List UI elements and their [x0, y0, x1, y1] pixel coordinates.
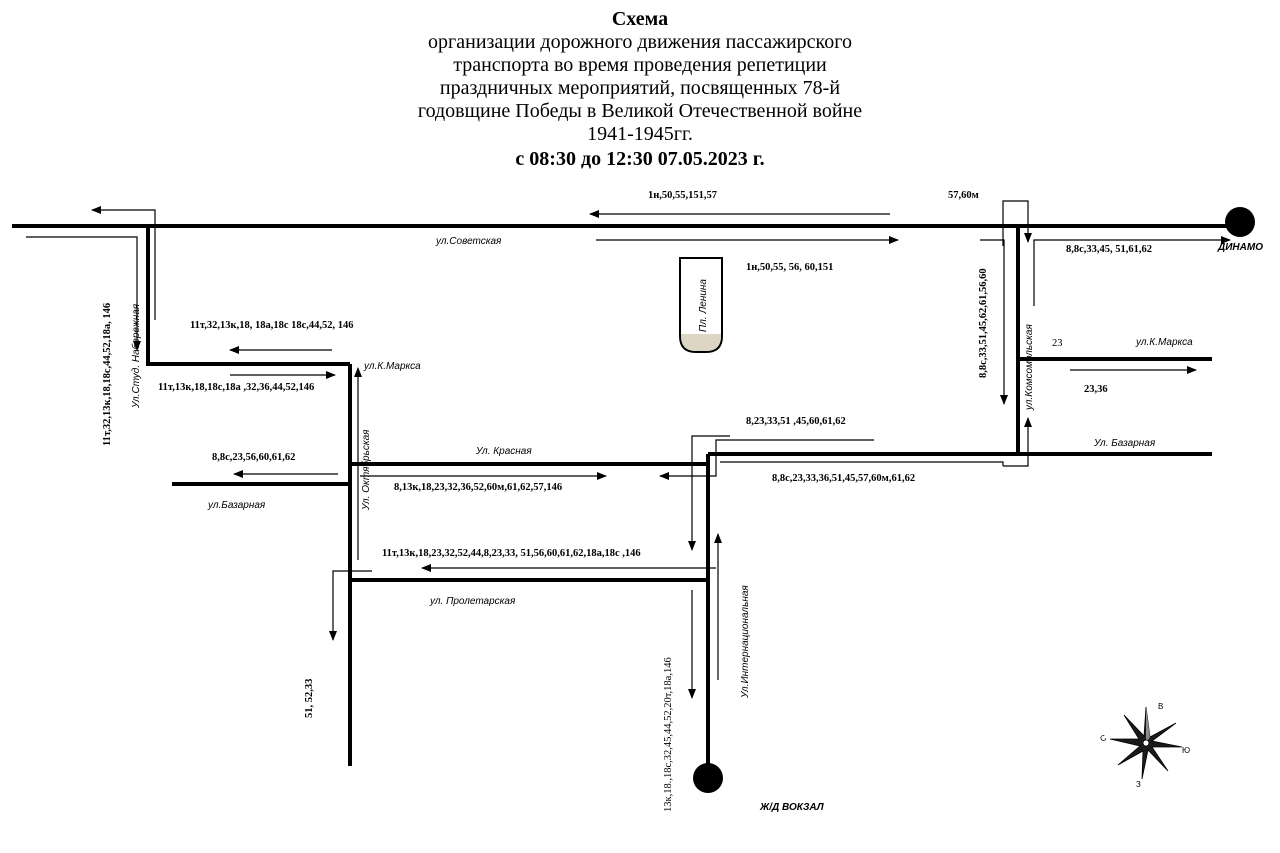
- title-line-2: транспорта во время проведения репетиции: [453, 54, 827, 76]
- title-line-3: праздничных мероприятий, посвященных 78-й: [439, 77, 841, 99]
- route-oktyabrskaya-south: 51, 52,33: [304, 678, 315, 718]
- street-krasnaya: Ул. Красная: [476, 446, 532, 457]
- title-line-4: годовщине Победы в Великой Отечественной войне: [417, 100, 863, 122]
- street-k-marksa-right: ул.К.Маркса: [1136, 337, 1193, 348]
- stop-label-vokzal: Ж/Д ВОКЗАЛ: [760, 802, 824, 813]
- street-komsomolskaya: ул.Комсомольская: [1024, 324, 1035, 410]
- route-k-marksa-left-east: 11т,13к,18,18с,18а ,32,36,44,52,146: [158, 382, 315, 393]
- route-komsomolskaya-top: 57,60м: [948, 190, 979, 201]
- street-proletarskaya: ул. Пролетарская: [430, 596, 516, 607]
- compass-north: С: [1098, 733, 1109, 744]
- compass-east: В: [1158, 702, 1164, 711]
- street-stud-naberezhnaya: Ул.Студ. Набережная: [131, 303, 142, 408]
- compass-west: З: [1136, 780, 1141, 789]
- arrow-bazarnaya-right-east: [720, 462, 1003, 466]
- route-krasnaya-west: 8,8с,23,56,60,61,62: [212, 452, 296, 463]
- street-k-marksa-left: ул.К.Маркса: [364, 361, 421, 372]
- route-arrows: [26, 201, 1230, 698]
- compass-rose: [1099, 702, 1191, 789]
- route-stud-nab-down: 11т,32,13к,18,18с,44,52,18а, 146: [102, 302, 113, 446]
- route-krasnaya-east: 8,13к,18,23,32,36,52,60м,61,62,57,146: [394, 482, 563, 493]
- title-line-1: организации дорожного движения пассажирского: [428, 31, 852, 53]
- compass-center: [1143, 740, 1149, 746]
- arrow-nw-entry: [26, 237, 137, 350]
- route-bazarnaya-right-east: 8,8с,23,33,36,51,45,57,60м,61,62: [772, 473, 916, 484]
- road-stud-naberezhnaya: [148, 226, 350, 364]
- street-ploshchad-lenina: Пл. Ленина: [698, 279, 709, 332]
- stop-dinamo: [1225, 207, 1255, 237]
- street-oktyabrskaya: Ул. Октябрьская: [361, 429, 372, 510]
- route-dinamo-east: 8,8с,33,45, 51,61,62: [1066, 244, 1153, 255]
- route-k-marksa-left-west: 11т,32,13к,18, 18а,18с 18с,44,52, 146: [190, 320, 354, 331]
- scheme-heading: Схема: [611, 8, 669, 30]
- route-sovetskaya-east: 1н,50,55, 56, 60,151: [746, 262, 834, 273]
- route-sovetskaya-west: 1н,50,55,151,57: [648, 190, 718, 201]
- time-range: с 08:30 до 12:30 07.05.2023 г.: [515, 148, 765, 170]
- stop-vokzal: [693, 763, 723, 793]
- title-line-5: 1941-1945гг.: [587, 123, 693, 145]
- route-k-marksa-right-east: 23,36: [1084, 384, 1108, 395]
- street-bazarnaya-left: ул.Базарная: [208, 500, 266, 511]
- route-proletarskaya-west: 11т,13к,18,23,32,52,44,8,23,33, 51,56,60,61,62,18а,18с ,146: [382, 548, 641, 559]
- route-vokzal-north: 13к,18.,18с,32,45,44,52,20т,18а,146: [663, 657, 674, 812]
- stop-label-dinamo: ДИНАМО: [1218, 242, 1263, 253]
- arrow-bazarnaya-right-north: [1003, 418, 1028, 466]
- street-bazarnaya-right: Ул. Базарная: [1094, 438, 1156, 449]
- lenin-square-fill: [681, 334, 721, 351]
- compass-south: Ю: [1182, 746, 1191, 755]
- street-sovetskaya: ул.Советская: [436, 236, 502, 247]
- route-center-west: 8,23,33,51 ,45,60,61,62: [746, 416, 846, 427]
- route-k-marksa-right-num: 23: [1052, 338, 1063, 349]
- compass-star-highlight: [1146, 707, 1150, 743]
- route-komsomolskaya-down: 8,8с,33,51,45,62,61,56,60: [978, 268, 989, 378]
- arrow-komsomolskaya-top: [1003, 201, 1028, 246]
- roads: [12, 226, 1240, 778]
- street-internatsionalnaya: Ул.Интернациональная: [740, 585, 751, 698]
